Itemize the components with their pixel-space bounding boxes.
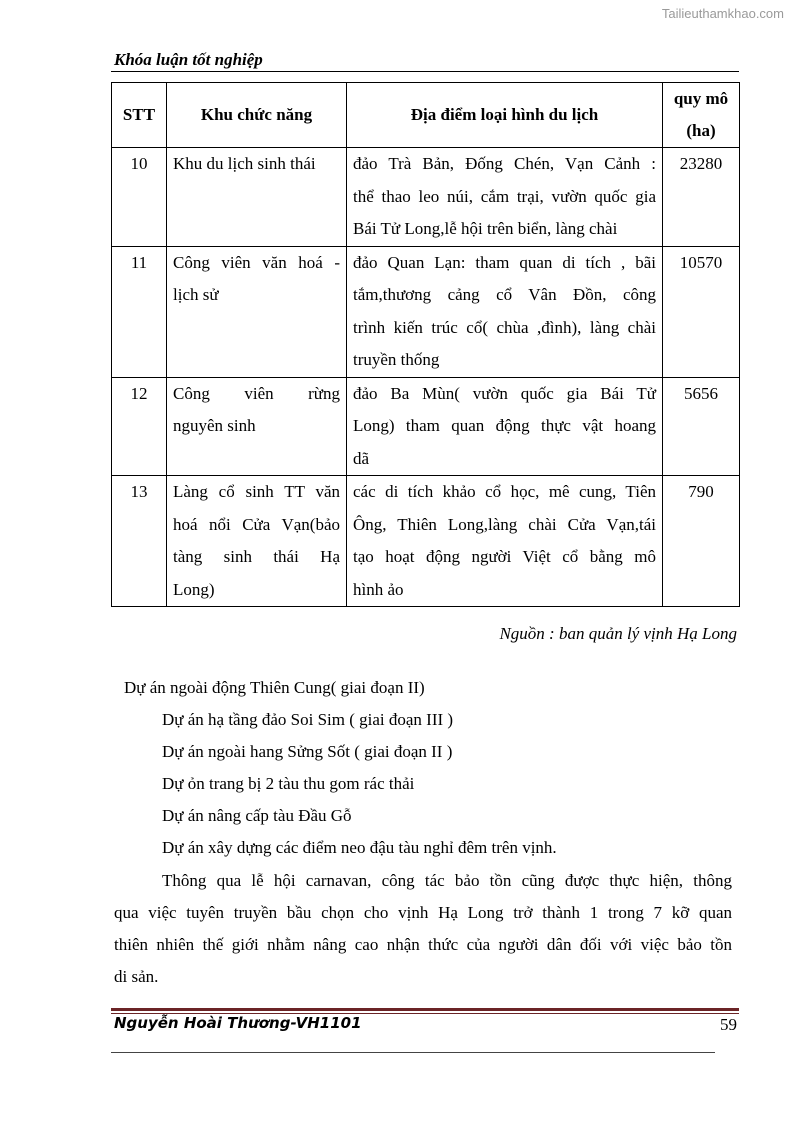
col-dia-diem: Địa điểm loại hình du lịch (347, 83, 663, 148)
col-stt: STT (112, 83, 167, 148)
cell-line: các di tích khảo cổ học, mê cung, Tiên (353, 482, 656, 501)
cell-khu-chuc-nang (167, 148, 347, 247)
cell-dia-diem (347, 476, 663, 607)
cell-line: tắm,thương cảng cổ Vân Đồn, công (353, 285, 656, 304)
cell-line: Khu du lịch sinh thái (173, 154, 316, 173)
table-source-note: Nguồn : ban quản lý vịnh Hạ Long (499, 624, 737, 643)
cell-stt: 12 (112, 377, 167, 476)
cell-line: đảo Quan Lạn: tham quan di tích , bãi (353, 252, 656, 272)
header-divider (111, 71, 739, 72)
table-header-row (112, 83, 740, 148)
cell-line: tạo hoạt động người Việt cổ bằng mô (353, 547, 656, 566)
col-quy-mo-line1: quy mô (673, 89, 729, 108)
cell-khu-chuc-nang (167, 246, 347, 377)
list-item: Dự ỏn trang bị 2 tàu thu gom rác thải (162, 774, 415, 793)
cell-line: Ông, Thiên Long,làng chài Cửa Vạn,tái (353, 514, 656, 534)
cell-line: trình kiến trúc cổ( chùa ,đình), làng chài (353, 317, 656, 337)
cell-line: Long) tham quan động thực vật hoang (353, 416, 656, 435)
cell-line: thể thao leo núi, cắm trại, vườn quốc gia (353, 186, 656, 206)
cell-stt: 10 (112, 148, 167, 247)
cell-line: đảo Trà Bản, Đống Chén, Vạn Cảnh : (353, 154, 656, 173)
tourism-zones-table (111, 82, 740, 607)
col-quy-mo-line2: (ha) (686, 121, 716, 140)
col-khu-chuc-nang: Khu chức năng (167, 83, 347, 148)
cell-quy-mo: 23280 (663, 148, 740, 247)
list-item: Dự án ngoài hang Sửng Sốt ( giai đoạn II ) (162, 742, 453, 761)
table-row (112, 148, 740, 247)
col-quy-mo (663, 83, 740, 148)
table-row (112, 476, 740, 607)
list-item: Dự án ngoài động Thiên Cung( giai đoạn II) (124, 678, 425, 697)
cell-line: nguyên sinh (173, 416, 256, 435)
cell-line: Công viên văn hoá - (173, 252, 340, 272)
cell-line: Long) (173, 579, 215, 599)
cell-quy-mo: 790 (663, 476, 740, 607)
watermark: Tailieuthamkhao.com (661, 6, 784, 21)
list-item: Dự án xây dựng các điểm neo đậu tàu nghỉ đêm trên vịnh. (162, 838, 557, 857)
cell-dia-diem (347, 377, 663, 476)
cell-line: dã (353, 448, 370, 468)
cell-khu-chuc-nang (167, 476, 347, 607)
footer-author: Nguyễn Hoài Thương-VH1101 (114, 1014, 362, 1032)
cell-quy-mo: 5656 (663, 377, 740, 476)
cell-line: đảo Ba Mùn( vườn quốc gia Bái Tử (353, 383, 656, 403)
page-number: 59 (720, 1015, 737, 1034)
page-header-title: Khóa luận tốt nghiệp (114, 50, 263, 69)
footer-divider (111, 1008, 739, 1011)
table-row (112, 377, 740, 476)
paragraph-line: qua việc tuyên truyền bầu chọn cho vịnh Hạ Long trở thành 1 trong 7 kỡ quan (114, 903, 732, 922)
list-item: Dự án hạ tầng đảo Soi Sim ( giai đoạn III ) (162, 710, 454, 729)
paragraph-line: Thông qua lễ hội carnavan, công tác bảo tồn cũng được thực hiện, thông (162, 871, 732, 890)
cell-line: tàng sinh thái Hạ (173, 547, 340, 566)
table-row (112, 246, 740, 377)
cell-stt: 13 (112, 476, 167, 607)
cell-dia-diem (347, 246, 663, 377)
paragraph-line: thiên nhiên thế giới nhằm nâng cao nhận thức của người dân đối với việc bảo tồn (114, 935, 732, 954)
cell-khu-chuc-nang (167, 377, 347, 476)
cell-line: truyền thống (353, 350, 440, 369)
paragraph-line: di sản. (114, 967, 159, 986)
cell-line: hoá nổi Cửa Vạn(bảo (173, 514, 340, 534)
cell-line: hình ảo (353, 579, 404, 599)
cell-line: Làng cổ sinh TT văn (173, 482, 340, 501)
cell-line: lịch sử (173, 285, 219, 304)
cell-line: Công viên rừng (173, 383, 340, 403)
list-item: Dự án nâng cấp tàu Đầu Gỗ (162, 806, 352, 825)
cell-dia-diem (347, 148, 663, 247)
body-paragraph (114, 865, 732, 993)
cell-quy-mo: 10570 (663, 246, 740, 377)
cell-stt: 11 (112, 246, 167, 377)
footer-bottom-line (111, 1052, 715, 1053)
cell-line: Bái Tử Long,lễ hội trên biển, làng chài (353, 219, 618, 238)
